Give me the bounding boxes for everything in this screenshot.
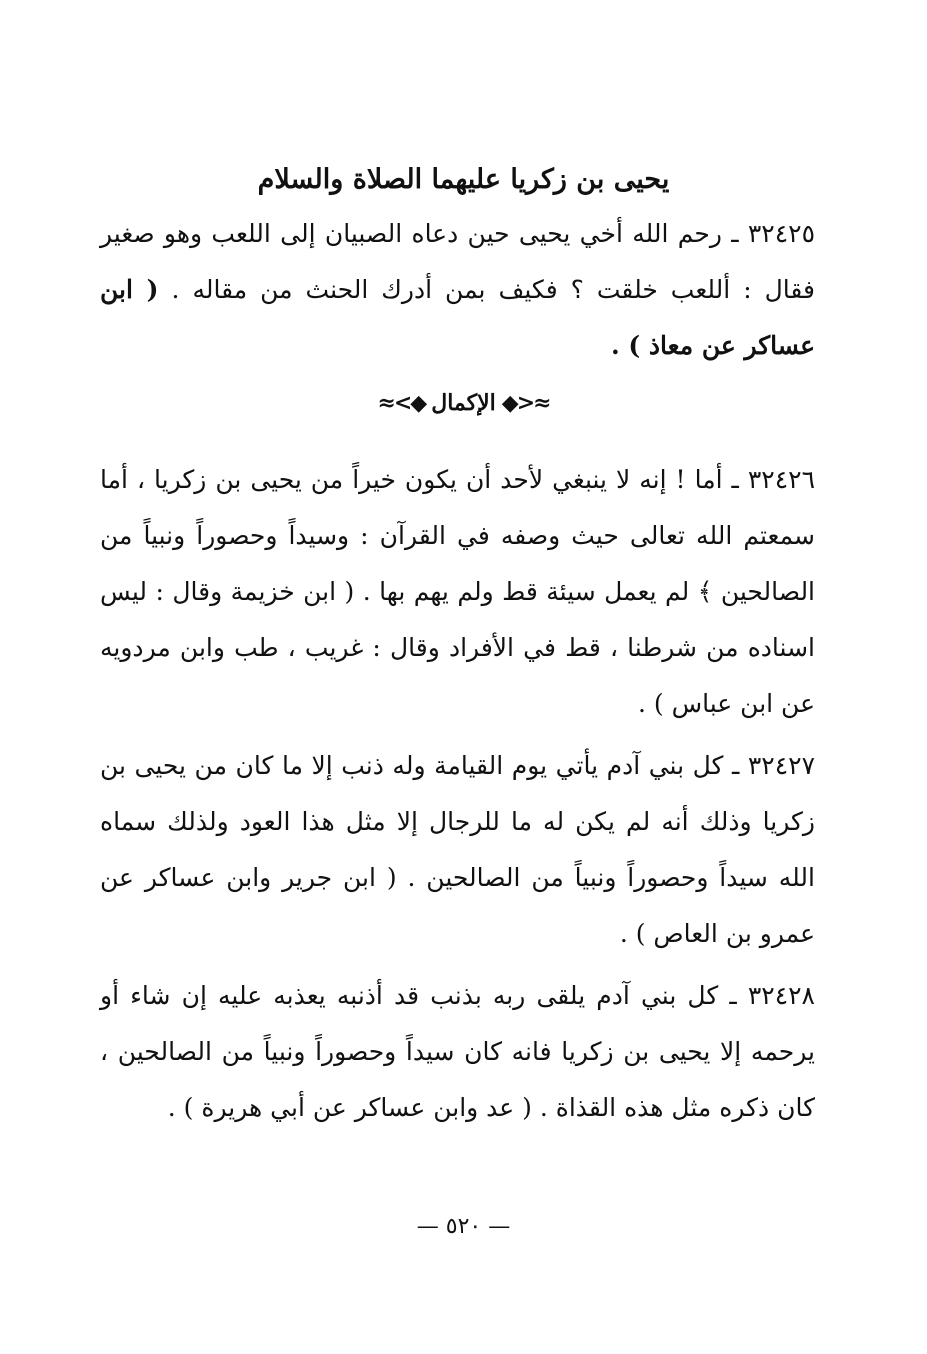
divider-label: الإكمال [431, 390, 496, 416]
hadith-number: ٣٢٤٢٦ [747, 465, 816, 494]
hadith-paragraph [100, 738, 815, 962]
hadith-text: أما ! إنه لا ينبغي لأحد أن يكون خيراً من يحيى بن زكريا ، أما سمعتم الله تعالى حيث وصفه في القرآن : وسيداً وحصوراً ونبياً من الصالحين ﴾ لم يعمل سيئة قط ولم يهم بها . [100, 465, 816, 606]
hadith-32428 [100, 968, 815, 1136]
hadith-paragraph [100, 968, 815, 1136]
hadith-source: ( ابن عساكر عن معاذ ) . [100, 275, 815, 360]
ornament-left: ◆>≈ [377, 390, 426, 416]
hadith-paragraph [100, 452, 815, 732]
hadith-32426 [100, 452, 815, 732]
dash: ـ [731, 465, 739, 494]
hadith-32427 [100, 738, 815, 962]
hadith-32425 [100, 206, 815, 374]
page-number: — ٥٢٠ — [416, 1214, 511, 1239]
hadith-text: كل بني آدم يأتي يوم القيامة وله ذنب إلا ما كان من يحيى بن زكريا وذلك أنه لم يكن له ما للرجال إلا مثل هذا العود ولذلك سماه الله سيداً وحصوراً ونبياً من الصالحين . [100, 751, 815, 892]
hadith-source: ( ابن جرير وابن عساكر عن عمرو بن العاص ) . [100, 863, 815, 948]
hadith-number: ٣٢٤٢٥ [747, 219, 815, 248]
ornament-right: ≈<◆ [501, 390, 550, 416]
hadith-source: ( عد وابن عساكر عن أبي هريرة ) . [167, 1093, 532, 1122]
section-divider [0, 390, 927, 416]
hadith-source: ( ابن خزيمة وقال : ليس اسناده من شرطنا ، قط في الأفراد وقال : غريب ، طب وابن مردويه عن ابن عباس ) . [100, 577, 815, 718]
hadith-number: ٣٢٤٢٧ [747, 751, 815, 780]
hadith-number: ٣٢٤٢٨ [747, 981, 815, 1010]
hadith-text: كل بني آدم يلقى ربه بذنب قد أذنبه يعذبه عليه إن شاء أو يرحمه إلا يحيى بن زكريا فانه كان سيداً وحصوراً ونبياً من الصالحين ، كان ذكره مثل هذه القذاة . [100, 981, 815, 1122]
hadith-paragraph [100, 206, 815, 374]
chapter-heading: يحيى بن زكريا عليهما الصلاة والسلام [257, 164, 670, 195]
hadith-text: رحم الله أخي يحيى حين دعاه الصبيان إلى اللعب وهو صغير فقال : أللعب خلقت ؟ فكيف بمن أدرك الحنث من مقاله . [100, 219, 816, 304]
dash: ـ [731, 751, 740, 780]
dash: ـ [731, 219, 739, 248]
dash: ـ [729, 981, 737, 1010]
